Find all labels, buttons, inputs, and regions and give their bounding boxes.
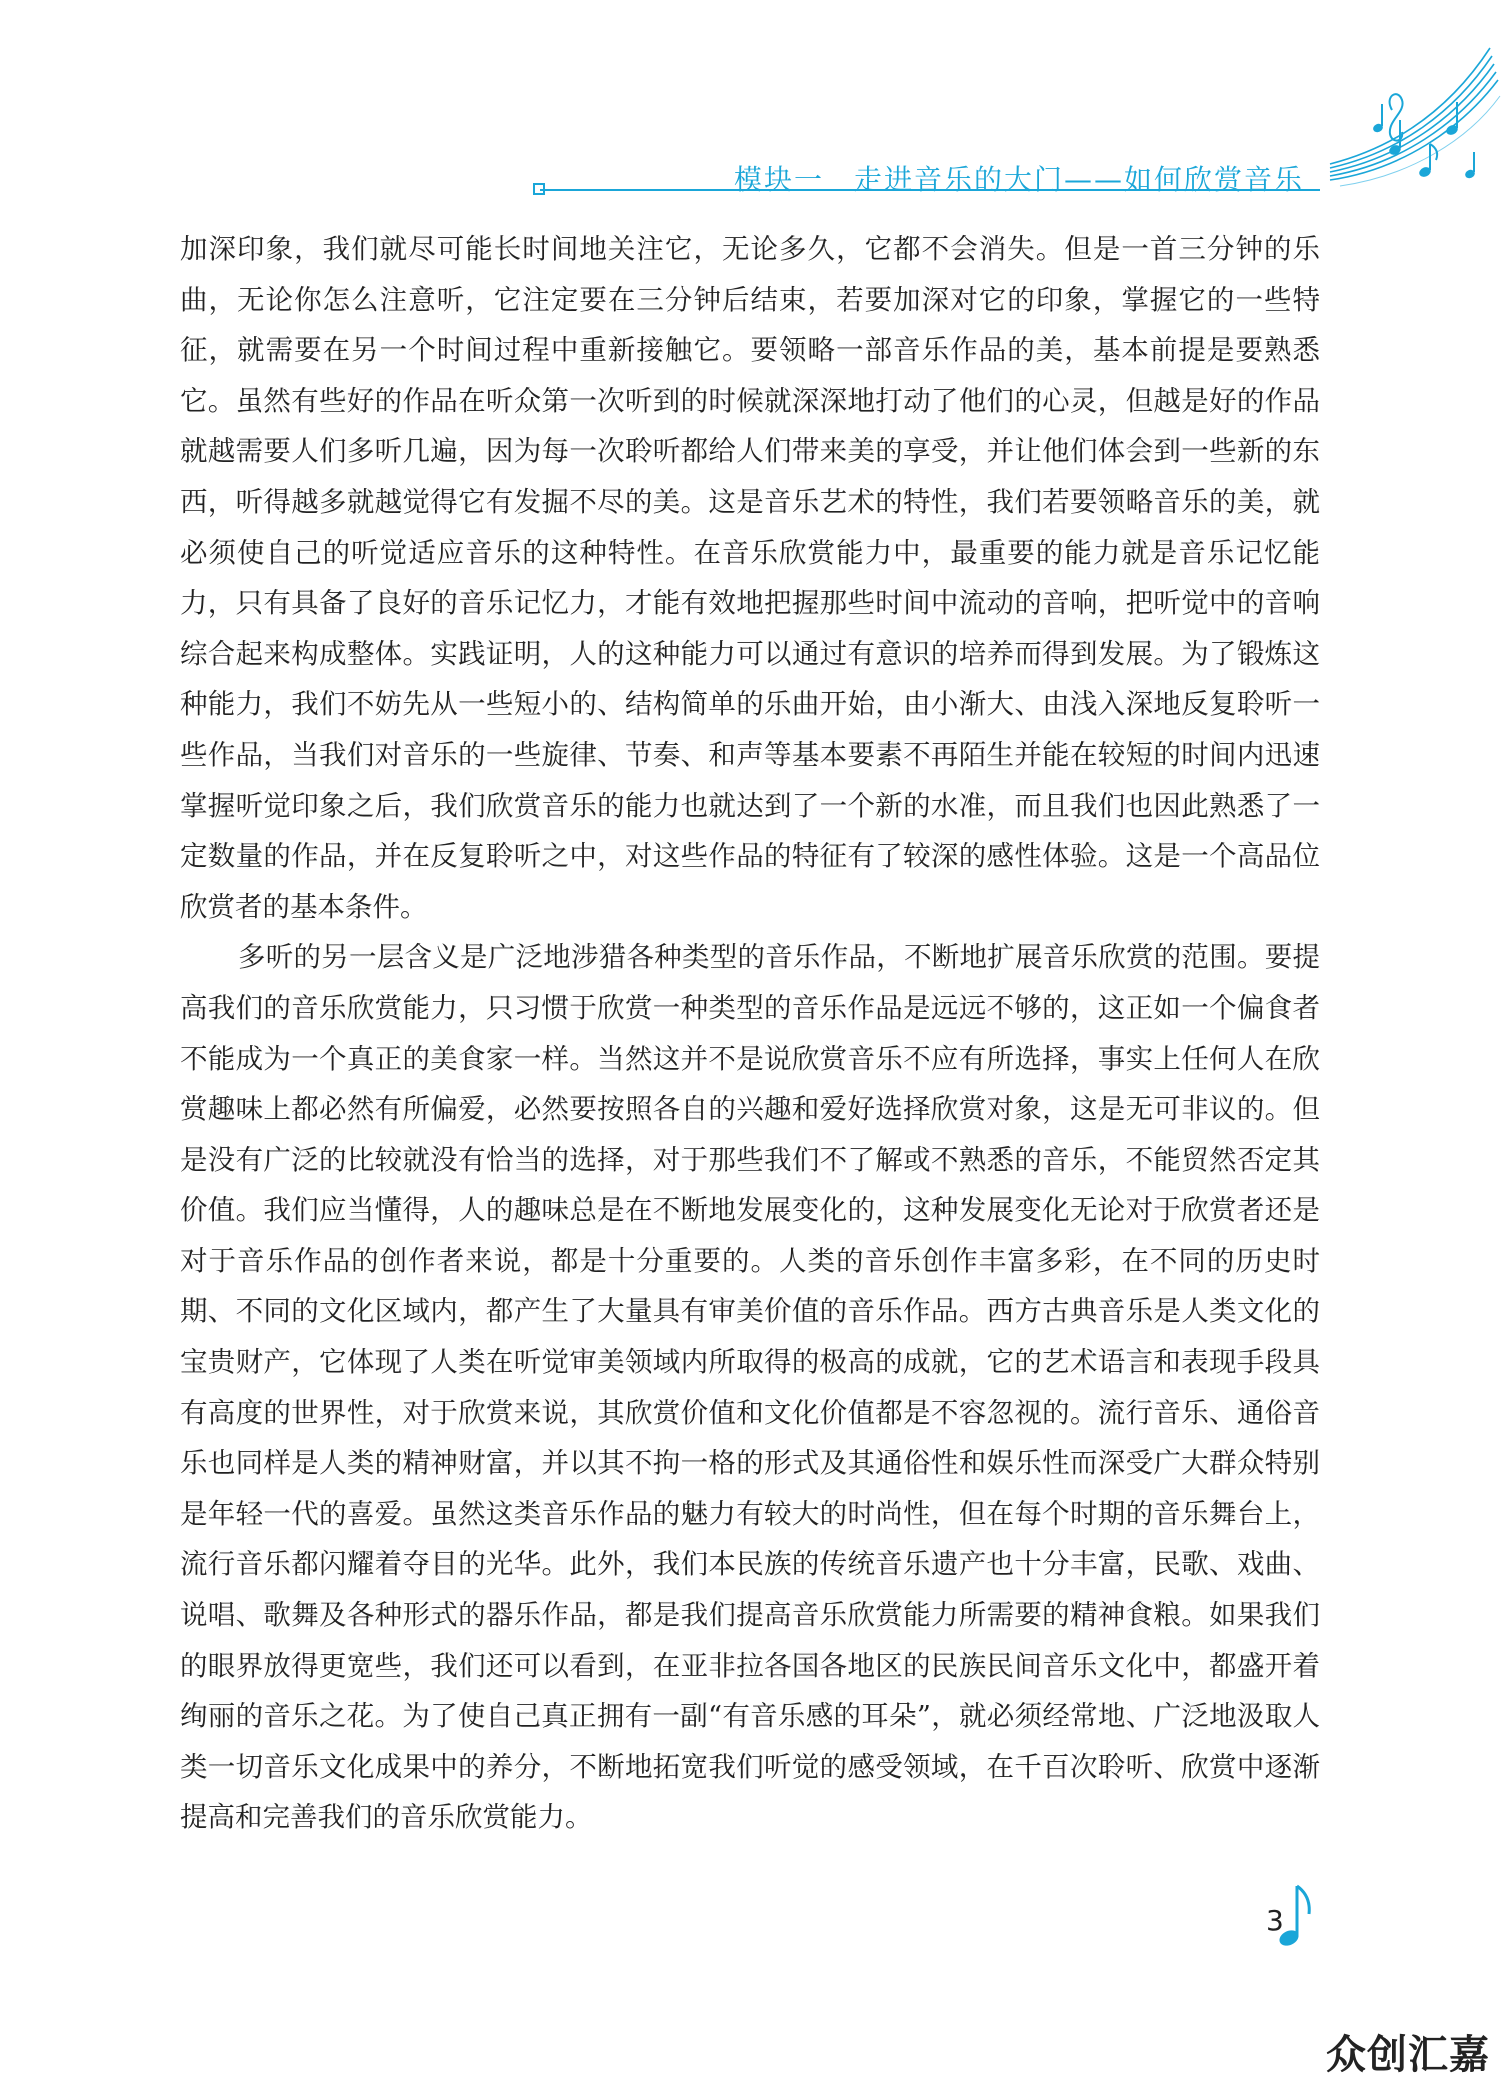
page-header [0, 0, 1504, 210]
page-number: 3 [1266, 1904, 1284, 1937]
music-note-icon [1276, 1880, 1316, 1950]
paragraph: 加深印象，我们就尽可能长时间地关注它，无论多久，它都不会消失。但是一首三分钟的乐曲，无论你怎么注意听，它注定要在三分钟后结束，若要加深对它的印象，掌握它的一些特征，就需要在另一个时间过程中重新接触它。要领略一部音乐作品的美，基本前提是要熟悉它。虽然有些好的作品在听众第一次听到的时候就深深地打动了他们的心灵，但越是好的作品就越需要人们多听几遍，因为每一次聆听都给人们带来美的享受，并让他们体会到一些新的东西，听得越多就越觉得它有发掘不尽的美。这是音乐艺术的特性，我们若要领略音乐的美，就必须使自己的听觉适应音乐的这种特性。在音乐欣赏能力中，最重要的能力就是音乐记忆能力，只有具备了良好的音乐记忆力，才能有效地把握那些时间中流动的音响，把听觉中的音响综合起来构成整体。实践证明，人的这种能力可以通过有意识的培养而得到发展。为了锻炼这种能力，我们不妨先从一些短小的、结构简单的乐曲开始，由小渐大、由浅入深地反复聆听一些作品，当我们对音乐的一些旋律、节奏、和声等基本要素不再陌生并能在较短的时间内迅速掌握听觉印象之后，我们欣赏音乐的能力也就达到了一个新的水准，而且我们也因此熟悉了一定数量的作品，并在反复聆听之中，对这些作品的特征有了较深的感性体验。这是一个高品位欣赏者的基本条件。 [180, 233, 1320, 923]
body-text [180, 224, 1320, 1843]
watermark: 众创汇嘉 [1326, 2032, 1490, 2078]
paragraph: 多听的另一层含义是广泛地涉猎各种类型的音乐作品，不断地扩展音乐欣赏的范围。要提高我们的音乐欣赏能力，只习惯于欣赏一种类型的音乐作品是远远不够的，这正如一个偏食者不能成为一个真正的美食家一样。当然这并不是说欣赏音乐不应有所选择，事实上任何人在欣赏趣味上都必然有所偏爱，必然要按照各自的兴趣和爱好选择欣赏对象，这是无可非议的。但是没有广泛的比较就没有恰当的选择，对于那些我们不了解或不熟悉的音乐，不能贸然否定其价值。我们应当懂得，人的趣味总是在不断地发展变化的，这种发展变化无论对于欣赏者还是对于音乐作品的创作者来说，都是十分重要的。人类的音乐创作丰富多彩，在不同的历史时期、不同的文化区域内，都产生了大量具有审美价值的音乐作品。西方古典音乐是人类文化的宝贵财产，它体现了人类在听觉审美领域内所取得的极高的成就，它的艺术语言和表现手段具有高度的世界性，对于欣赏来说，其欣赏价值和文化价值都是不容忽视的。流行音乐、通俗音乐也同样是人类的精神财富，并以其不拘一格的形式及其通俗性和娱乐性而深受广大群众特别是年轻一代的喜爱。虽然这类音乐作品的魅力有较大的时尚性，但在每个时期的音乐舞台上，流行音乐都闪耀着夺目的光华。此外，我们本民族的传统音乐遗产也十分丰富，民歌、戏曲、说唱、歌舞及各种形式的器乐作品，都是我们提高音乐欣赏能力所需要的精神食粮。如果我们的眼界放得更宽些，我们还可以看到，在亚非拉各国各地区的民族民间音乐文化中，都盛开着绚丽的音乐之花。为了使自己真正拥有一副“有音乐感的耳朵”，就必须经常地、广泛地汲取人类一切音乐文化成果中的养分，不断地拓宽我们听觉的感受领域，在千百次聆听、欣赏中逐渐提高和完善我们的音乐欣赏能力。 [180, 941, 1320, 1834]
header-title: 模块一 走进音乐的大门——如何欣赏音乐 [733, 163, 1304, 196]
